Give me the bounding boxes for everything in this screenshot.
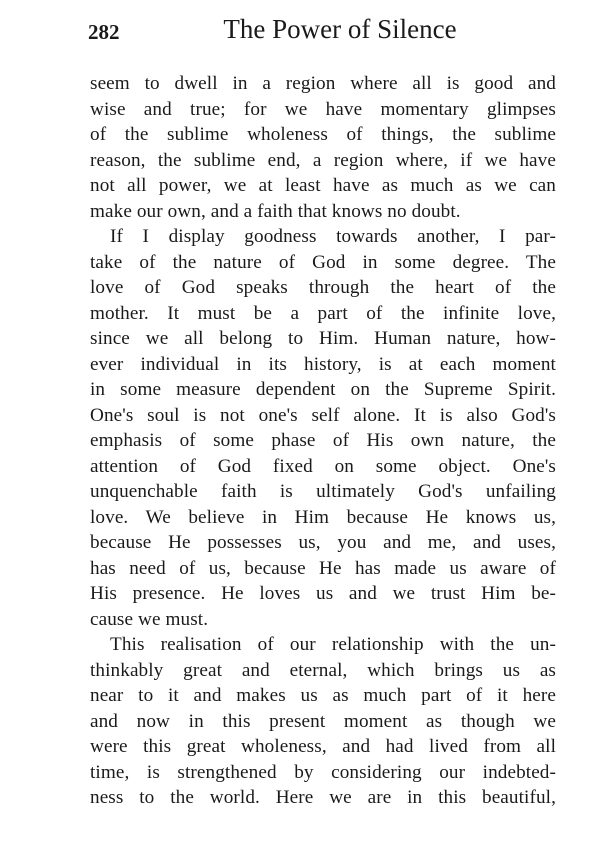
text-line: reason, the sublime end, a region where, if we have	[90, 149, 556, 171]
text-line: in some measure dependent on the Supreme Spirit.	[90, 379, 556, 400]
text-line: This realisation of our relationship with the un-	[110, 634, 556, 655]
text-line: take of the nature of God in some degree. The	[90, 251, 556, 273]
text-line: mother. It must be a part of the infinite love,	[90, 302, 556, 324]
text-line: seem to dwell in a region where all is good and	[90, 73, 556, 94]
text-line: ever individual in its history, is at each moment	[90, 353, 556, 375]
text-line: time, is strengthened by considering our indebted-	[90, 761, 556, 783]
text-line: ness to the world. Here we are in this beautiful,	[90, 787, 556, 808]
text-line: thinkably great and eternal, which brings us as	[90, 659, 556, 681]
text-line: If I display goodness towards another, I par-	[110, 226, 556, 247]
text-line: since we all belong to Him. Human nature, how-	[90, 328, 556, 349]
text-line: near to it and makes us as much part of it here	[90, 685, 556, 706]
text-line: unquenchable faith is ultimately God's unfailing	[90, 481, 556, 502]
text-line: wise and true; for we have momentary glimpses	[90, 98, 556, 120]
text-line: make our own, and a faith that knows no doubt.	[90, 200, 461, 222]
text-line: love of God speaks through the heart of the	[90, 277, 556, 298]
page-number: 282	[88, 20, 120, 44]
text-line: and now in this present moment as though we	[90, 710, 556, 732]
text-line: love. We believe in Him because He knows us,	[90, 506, 556, 528]
text-line: One's soul is not one's self alone. It is also God's	[90, 404, 556, 426]
text-line: emphasis of some phase of His own nature, the	[90, 430, 556, 451]
running-title: The Power of Silence	[223, 14, 457, 44]
text-line: has need of us, because He has made us aware of	[90, 557, 556, 579]
text-line: His presence. He loves us and we trust Him be-	[90, 583, 556, 604]
text-line: were this great wholeness, and had lived from all	[90, 736, 556, 757]
text-line: of the sublime wholeness of things, the sublime	[90, 124, 556, 145]
text-line: not all power, we at least have as much as we can	[90, 175, 556, 196]
text-line: attention of God fixed on some object. One's	[90, 455, 556, 477]
text-line: cause we must.	[90, 608, 209, 630]
body-text	[90, 71, 556, 811]
text-line: because He possesses us, you and me, and uses,	[90, 532, 556, 553]
